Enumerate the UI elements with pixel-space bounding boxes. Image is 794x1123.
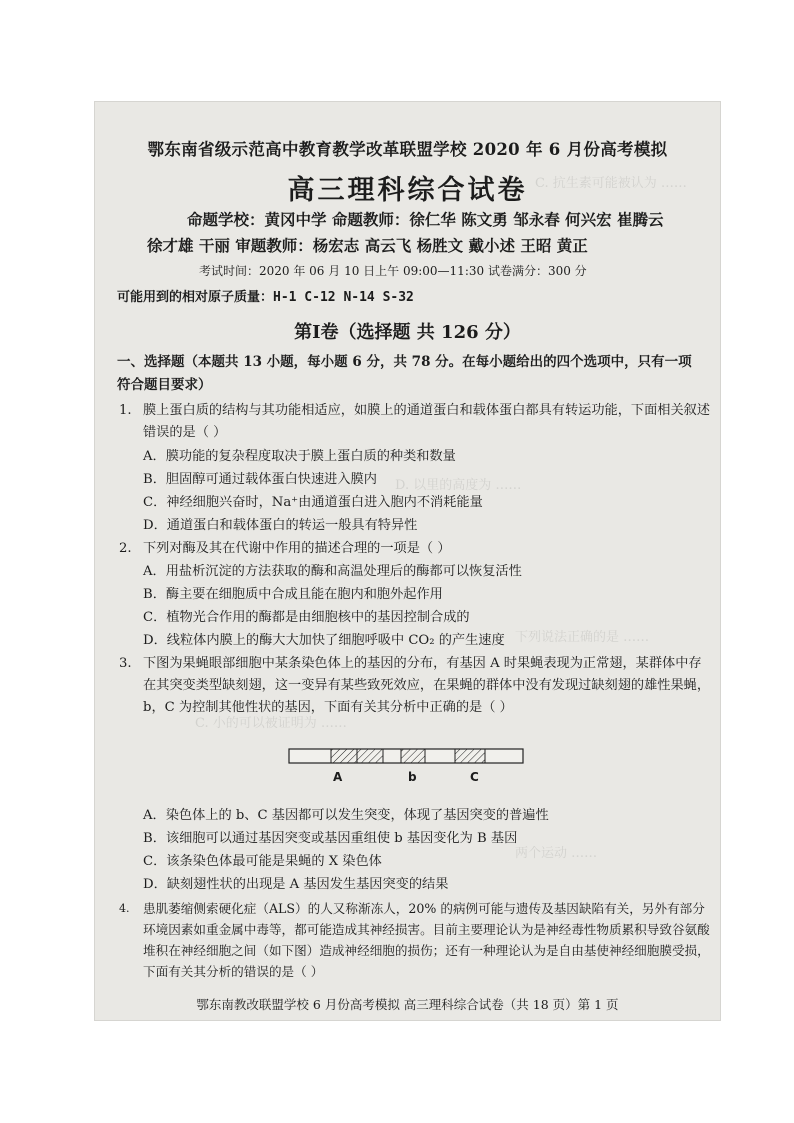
- section-header: 一、选择题（本题共 13 小题，每小题 6 分，共 78 分。在每小题给出的四个选项中，只有一项符合题目要求）: [117, 354, 692, 393]
- option: B．胆固醇可通过载体蛋白快速进入膜内: [143, 472, 377, 487]
- exam-title: 高三理科综合试卷: [287, 175, 528, 206]
- show-through-text: C. 小的可以被证明为 ……: [195, 716, 347, 731]
- option: B．酶主要在细胞质中合成且能在胞内和胞外起作用: [143, 587, 443, 602]
- option: A．膜功能的复杂程度取决于膜上蛋白质的种类和数量: [143, 449, 456, 464]
- gene-region-a: [331, 749, 357, 763]
- option: C．植物光合作用的酶都是由细胞核中的基因控制合成的: [143, 610, 470, 625]
- question-number: 4.: [119, 902, 130, 915]
- option: C．该条染色体最可能是果蝇的 X 染色体: [143, 854, 382, 869]
- option: C．神经细胞兴奋时，Na⁺由通道蛋白进入胞内不消耗能量: [143, 495, 483, 510]
- gene-region-c: [455, 749, 485, 763]
- question-stem: 下列对酶及其在代谢中作用的描述合理的一项是（ ）: [143, 541, 451, 556]
- gene-label-a: A: [333, 770, 343, 784]
- gene-region-b: [401, 749, 425, 763]
- option: A．染色体上的 b、C 基因都可以发生突变，体现了基因突变的普遍性: [143, 808, 549, 823]
- show-through-text: 下列说法正确的是 ……: [515, 630, 650, 645]
- option: A．用盐析沉淀的方法获取的酶和高温处理后的酶都可以恢复活性: [143, 564, 522, 579]
- show-through-text: D. 以里的高度为 ……: [395, 478, 522, 493]
- question-stem: 患肌萎缩侧索硬化症（ALS）的人又称渐冻人，20% 的病例可能与遗传及基因缺陷有关，另外有部分环境因素如重金属中毒等，都可能造成其神经损害。目前主要理论认为是神经毒性物质累积导致谷氨酸堆积在神经细胞之间（如下图）造成神经细胞的损伤；还有一种理论认为是自由基使神经细胞膜受损，下面有关其分析的错误的是（ ）: [143, 901, 710, 979]
- option: D．线粒体内膜上的酶大大加快了细胞呼吸中 CO₂ 的产生速度: [143, 633, 505, 648]
- question-stem: 膜上蛋白质的结构与其功能相适应，如膜上的通道蛋白和载体蛋白都具有转运功能，下面相关叙述错误的是（ ）: [143, 403, 711, 440]
- show-through-text: 两个运动 ……: [515, 846, 598, 861]
- authors-line1: 命题学校：黄冈中学 命题教师：徐仁华 陈文勇 邹永春 何兴宏 崔腾云: [187, 210, 664, 229]
- page-footer: 鄂东南教改联盟学校 6 月份高考模拟 高三理科综合试卷（共 18 页）第 1 页: [196, 997, 619, 1012]
- atomic-masses: 可能用到的相对原子质量：H-1 C-12 N-14 S-32: [117, 290, 414, 305]
- question-number: 3.: [119, 656, 132, 671]
- gene-region-a-2: [357, 749, 383, 763]
- gene-label-c: C: [470, 770, 479, 784]
- option: D．通道蛋白和载体蛋白的转运一般具有特异性: [143, 518, 418, 533]
- option: D．缺刻翅性状的出现是 A 基因发生基因突变的结果: [143, 877, 449, 892]
- part-title: 第Ⅰ卷（选择题 共 126 分）: [294, 322, 521, 343]
- question-stem: 下图为果蝇眼部细胞中某条染色体上的基因的分布，有基因 A 时果蝇表现为正常翅，某群体中存在其突变类型缺刻翅，这一变异有某些致死效应，在果蝇的群体中没有发现过缺刻翅的雄性果蝇，b，C 为控制其他性状的基因，下面有关其分析中正确的是（ ）: [143, 656, 711, 715]
- question-number: 2.: [119, 541, 132, 556]
- question-number: 1.: [119, 403, 132, 418]
- authors-line2: 徐才雄 干丽 审题教师：杨宏志 高云飞 杨胜文 戴小述 王昭 黄正: [147, 236, 588, 255]
- option: B．该细胞可以通过基因突变或基因重组使 b 基因变化为 B 基因: [143, 831, 518, 846]
- exam-title-line1: 鄂东南省级示范高中教育教学改革联盟学校 2020 年 6 月份高考模拟: [147, 140, 668, 159]
- exam-time: 考试时间：2020 年 06 月 10 日上午 09:00—11:30 试卷满分：300 分: [199, 264, 587, 278]
- exam-page: [95, 102, 720, 1020]
- show-through-text: C. 抗生素可能被认为 ……: [535, 176, 687, 191]
- chromosome-diagram: [287, 745, 527, 787]
- gene-label-b: b: [408, 770, 417, 784]
